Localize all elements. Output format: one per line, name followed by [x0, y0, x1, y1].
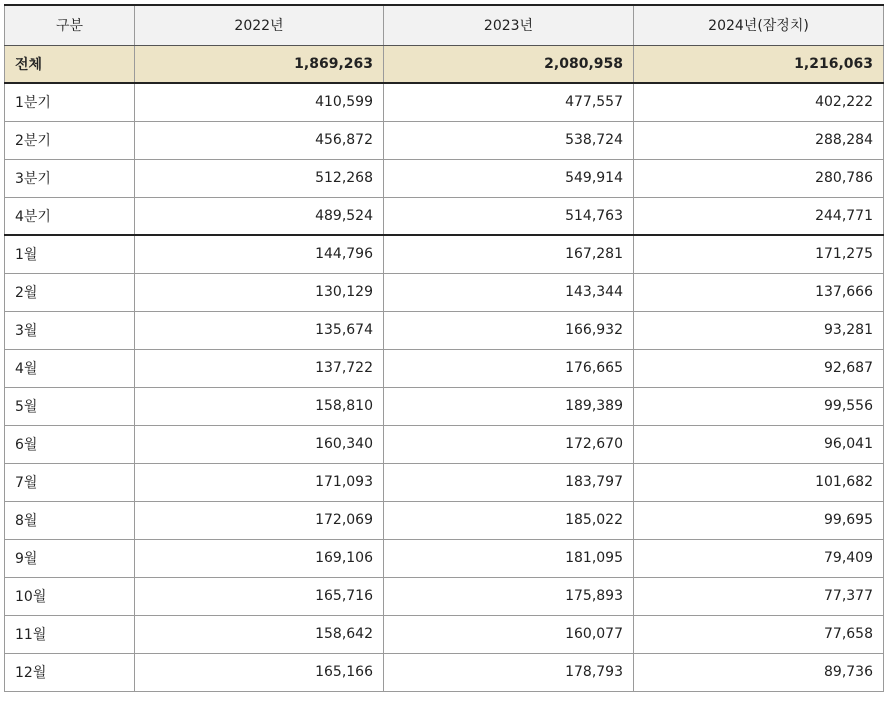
cell-2022: 144,796 [135, 235, 384, 273]
row-label: 4월 [5, 349, 135, 387]
cell-2023: 189,389 [384, 387, 634, 425]
cell-2022: 410,599 [135, 83, 384, 121]
column-header-2023: 2023년 [384, 5, 634, 45]
cell-2022: 135,674 [135, 311, 384, 349]
cell-2022: 172,069 [135, 501, 384, 539]
month-row [5, 501, 884, 539]
month-row [5, 235, 884, 273]
cell-2022: 160,340 [135, 425, 384, 463]
row-label: 전체 [5, 45, 135, 83]
cell-2022: 169,106 [135, 539, 384, 577]
cell-2024: 77,658 [634, 615, 884, 653]
row-label: 6월 [5, 425, 135, 463]
cell-2023: 167,281 [384, 235, 634, 273]
month-row [5, 425, 884, 463]
table-body [5, 45, 884, 691]
cell-2024: 99,695 [634, 501, 884, 539]
cell-2024: 77,377 [634, 577, 884, 615]
cell-2022: 130,129 [135, 273, 384, 311]
quarter-row [5, 83, 884, 121]
row-label: 7월 [5, 463, 135, 501]
cell-2023: 178,793 [384, 653, 634, 691]
cell-2022: 158,642 [135, 615, 384, 653]
total-row [5, 45, 884, 83]
cell-2023: 183,797 [384, 463, 634, 501]
month-row [5, 349, 884, 387]
row-label: 5월 [5, 387, 135, 425]
cell-2022: 158,810 [135, 387, 384, 425]
cell-2023: 176,665 [384, 349, 634, 387]
statistics-table [4, 4, 884, 692]
column-header-category: 구분 [5, 5, 135, 45]
row-label: 11월 [5, 615, 135, 653]
cell-2024: 93,281 [634, 311, 884, 349]
row-label: 9월 [5, 539, 135, 577]
cell-2023: 2,080,958 [384, 45, 634, 83]
quarter-row [5, 121, 884, 159]
quarter-row [5, 197, 884, 235]
row-label: 1월 [5, 235, 135, 273]
month-row [5, 615, 884, 653]
row-label: 2분기 [5, 121, 135, 159]
month-row [5, 653, 884, 691]
cell-2022: 171,093 [135, 463, 384, 501]
month-row [5, 577, 884, 615]
cell-2022: 137,722 [135, 349, 384, 387]
cell-2023: 175,893 [384, 577, 634, 615]
row-label: 3월 [5, 311, 135, 349]
cell-2024: 79,409 [634, 539, 884, 577]
cell-2022: 512,268 [135, 159, 384, 197]
cell-2024: 92,687 [634, 349, 884, 387]
cell-2024: 171,275 [634, 235, 884, 273]
cell-2024: 1,216,063 [634, 45, 884, 83]
row-label: 1분기 [5, 83, 135, 121]
cell-2024: 89,736 [634, 653, 884, 691]
cell-2023: 549,914 [384, 159, 634, 197]
cell-2024: 402,222 [634, 83, 884, 121]
column-header-2024: 2024년(잠정치) [634, 5, 884, 45]
column-header-2022: 2022년 [135, 5, 384, 45]
cell-2023: 160,077 [384, 615, 634, 653]
cell-2024: 99,556 [634, 387, 884, 425]
cell-2024: 137,666 [634, 273, 884, 311]
cell-2024: 288,284 [634, 121, 884, 159]
month-row [5, 387, 884, 425]
cell-2022: 456,872 [135, 121, 384, 159]
cell-2024: 101,682 [634, 463, 884, 501]
cell-2023: 143,344 [384, 273, 634, 311]
month-row [5, 539, 884, 577]
row-label: 2월 [5, 273, 135, 311]
header-row [5, 5, 884, 45]
cell-2022: 165,166 [135, 653, 384, 691]
cell-2023: 181,095 [384, 539, 634, 577]
month-row [5, 273, 884, 311]
quarter-row [5, 159, 884, 197]
cell-2022: 165,716 [135, 577, 384, 615]
cell-2023: 172,670 [384, 425, 634, 463]
cell-2023: 514,763 [384, 197, 634, 235]
row-label: 4분기 [5, 197, 135, 235]
cell-2024: 96,041 [634, 425, 884, 463]
row-label: 10월 [5, 577, 135, 615]
row-label: 8월 [5, 501, 135, 539]
cell-2022: 489,524 [135, 197, 384, 235]
cell-2023: 477,557 [384, 83, 634, 121]
row-label: 12월 [5, 653, 135, 691]
cell-2023: 166,932 [384, 311, 634, 349]
cell-2023: 538,724 [384, 121, 634, 159]
cell-2022: 1,869,263 [135, 45, 384, 83]
cell-2024: 244,771 [634, 197, 884, 235]
cell-2024: 280,786 [634, 159, 884, 197]
row-label: 3분기 [5, 159, 135, 197]
cell-2023: 185,022 [384, 501, 634, 539]
month-row [5, 463, 884, 501]
month-row [5, 311, 884, 349]
